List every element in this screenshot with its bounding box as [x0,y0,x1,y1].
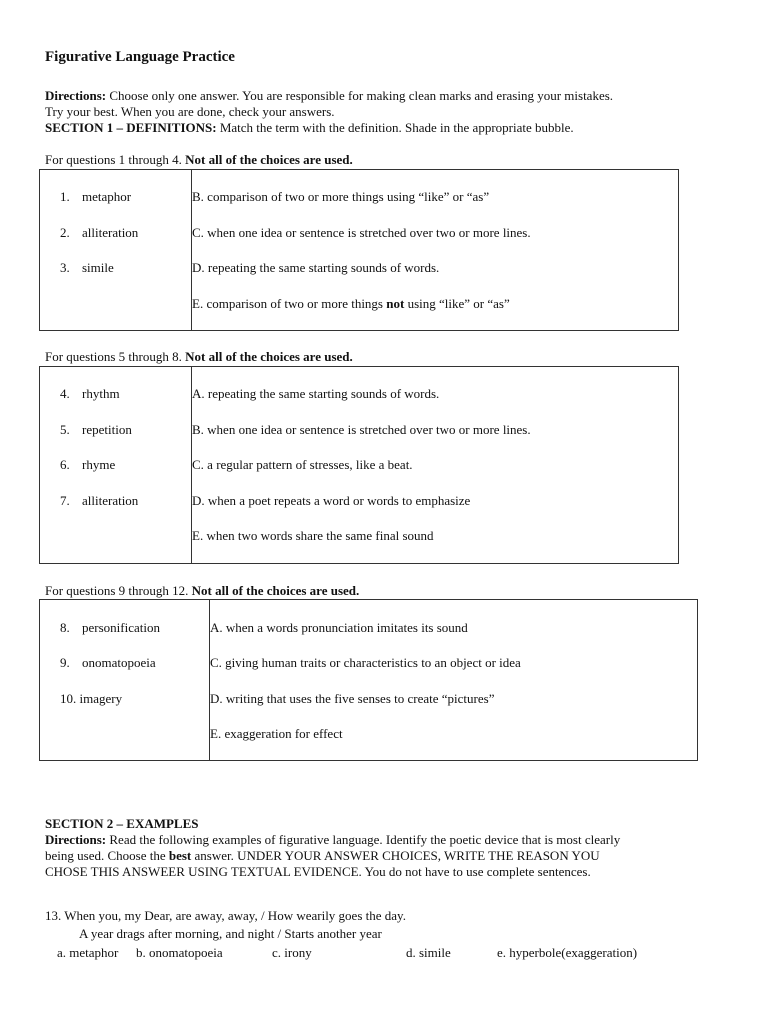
directions-label: Directions: [45,88,107,103]
question-13-line1: 13. When you, my Dear, are away, away, / How wearily goes the day. [45,908,406,923]
term-number: 7. [60,493,70,508]
term-number: 6. [60,457,70,472]
choice-a: A. repeating the same starting sounds of words. [192,386,440,401]
term-3 [60,260,114,276]
section1-heading: SECTION 1 – DEFINITIONS: [45,120,217,135]
choice-d: D. when a poet repeats a word or words to emphasize [192,493,471,508]
term-8 [60,620,160,636]
term-1 [60,189,131,205]
section2-line1: Read the following examples of figurative language. Identify the poetic device that is most clearly [106,832,621,847]
choice-e: E. when two words share the same final sound [192,528,434,543]
answer-d[interactable]: d. simile [406,945,451,960]
page-title: Figurative Language Practice [45,49,235,65]
choice-d: D. repeating the same starting sounds of words. [192,260,440,275]
term-text: alliteration [82,225,139,240]
group3-note: Not all of the choices are used. [191,583,360,598]
term-number: 10. [60,691,77,706]
choice-c: C. giving human traits or characteristics to an object or idea [210,655,521,670]
term-number: 3. [60,260,70,275]
answer-c[interactable]: c. irony [272,945,312,960]
term-10 [60,691,122,707]
term-text: imagery [79,691,123,706]
term-number: 5. [60,422,70,437]
term-number: 2. [60,225,70,240]
group2-note: Not all of the choices are used. [185,349,353,364]
term-number: 9. [60,655,70,670]
section2-line3: CHOSE THIS ANSWEER USING TEXTUAL EVIDENCE. You do not have to use complete sentences. [45,864,591,879]
term-9 [60,655,156,671]
directions-line2: Try your best. When you are done, check your answers. [45,104,335,119]
group2-box [39,366,679,564]
choice-e-emphasis: not [386,296,405,311]
term-text: alliteration [82,493,139,508]
group2-intro [45,349,353,365]
term-number: 1. [60,189,70,204]
term-number: 4. [60,386,70,401]
answer-b[interactable]: b. onomatopoeia [136,945,223,960]
choice-b: B. when one idea or sentence is stretched over two or more lines. [192,422,531,437]
section2 [45,816,735,880]
term-text: metaphor [82,189,132,204]
choice-e: E. exaggeration for effect [210,726,343,741]
term-7 [60,493,138,509]
group2-intro-text: For questions 5 through 8. [45,349,186,364]
answer-e[interactable]: e. hyperbole(exaggeration) [497,945,638,960]
choice-e-end: using “like” or “as” [404,296,510,311]
term-text: rhyme [82,457,116,472]
choice-e-start: E. comparison of two or more things [192,296,387,311]
section2-heading: SECTION 2 – EXAMPLES [45,816,199,831]
choice-e [192,296,510,312]
question-13-answers [0,945,768,963]
group3-intro-text: For questions 9 through 12. [45,583,192,598]
choice-c: C. when one idea or sentence is stretched over two or more lines. [192,225,531,240]
choice-d: D. writing that uses the five senses to create “pictures” [210,691,495,706]
section2-line2-end: answer. UNDER YOUR ANSWER CHOICES, WRITE THE REASON YOU [191,848,600,863]
answer-a[interactable]: a. metaphor [57,945,119,960]
term-text: onomatopoeia [82,655,156,670]
section2-line2-bold: best [168,848,192,863]
group3-intro [45,583,359,599]
group1-box [39,169,679,331]
term-text: personification [82,620,160,635]
directions [45,88,735,136]
section2-directions-label: Directions: [45,832,107,847]
section1-text: Match the term with the definition. Shade in the appropriate bubble. [216,120,574,135]
section2-line2-start: being used. Choose the [45,848,169,863]
choice-b: B. comparison of two or more things using “like” or “as” [192,189,490,204]
term-2 [60,225,138,241]
term-5 [60,422,132,438]
term-number: 8. [60,620,70,635]
choice-a: A. when a words pronunciation imitates its sound [210,620,468,635]
term-text: repetition [82,422,132,437]
term-text: simile [82,260,114,275]
group1-note: Not all of the choices are used. [185,152,353,167]
term-text: rhythm [82,386,120,401]
term-4 [60,386,120,402]
term-6 [60,457,115,473]
group1-intro [45,152,353,168]
directions-text: Choose only one answer. You are responsible for making clean marks and erasing your mistakes. [106,88,614,103]
group3-box [39,599,698,761]
group1-intro-text: For questions 1 through 4. [45,152,186,167]
choice-c: C. a regular pattern of stresses, like a beat. [192,457,413,472]
question-13-line2: A year drags after morning, and night / Starts another year [79,926,382,941]
